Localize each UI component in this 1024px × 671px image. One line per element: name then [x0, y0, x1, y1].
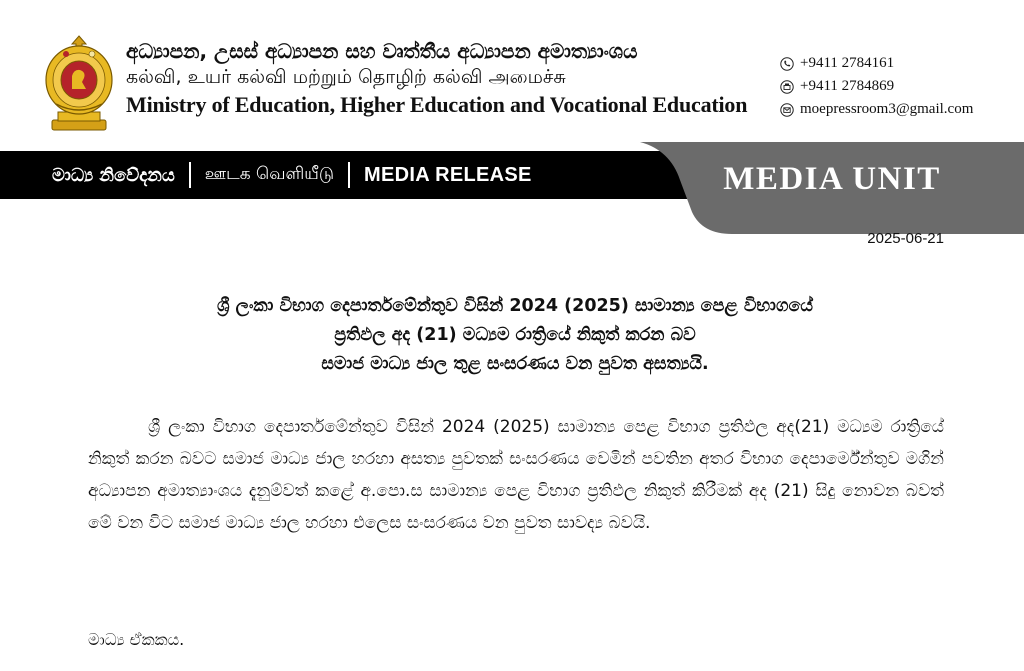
media-release-label-sinhala: මාධ්‍ය නිවේදනය — [52, 164, 175, 186]
media-release-label-tamil: ஊடக வெளியீடு — [204, 164, 335, 184]
ministry-title-tamil: கல்வி, உயர் கல்வி மற்றும் தொழிற் கல்வி அமைச்சு — [126, 66, 566, 88]
body-paragraph: ශ්‍රී ලංකා විභාග දෙපාර්තමේන්තුව විසින් 2024 (2025) සාමාන්‍ය පෙළ විභාග ප්‍රතිඵල අද(21) මධ්‍යම රාත්‍රියේ නිකුත් කරන බවට සමාජ මාධ්‍ය ජාල හරහා අසත්‍ය පුවතක් සංසරණය වෙමින් පවතින අතර විභාග දෙපාර්මේන්තුව මගින් අධ්‍යාපන අමාත්‍යාංශය දැනුම්වත් කළේ අ.පො.ස සාමාන්‍ය පෙළ විභාග ප්‍රතිඵල නිකුත් කිරීමක් අද (21) සිදු නොවන බවත් මේ වන විට සමාජ මාධ්‍ය ජාල හරහා එලෙස සංසරණය වන පුවත සාවද්‍ය බවයි. — [88, 417, 944, 533]
release-date: 2025-06-21 — [867, 230, 944, 247]
release-body — [88, 411, 944, 539]
media-release-label-english: MEDIA RELEASE — [364, 163, 532, 186]
ministry-title-english: Ministry of Education, Higher Education and Vocational Education — [126, 92, 748, 117]
headline — [100, 292, 930, 379]
email-row — [780, 98, 1020, 121]
media-release-labels — [52, 151, 532, 199]
government-emblem-icon — [42, 34, 116, 134]
ministry-title-sinhala: අධ්‍යාපන, උසස් අධ්‍යාපන සහ වෘත්තීය අධ්‍යාපන අමාත්‍යාංශය — [126, 39, 638, 63]
headline-line: ප්‍රතිඵල අද (21) මධ්‍යම රාත්‍රියේ නිකුත් කරන බව — [334, 325, 696, 345]
label-divider — [189, 162, 191, 188]
phone-icon — [780, 57, 794, 71]
contact-block — [780, 52, 1020, 121]
ministry-titles — [126, 38, 766, 120]
email-icon — [780, 103, 794, 117]
phone-number: +9411 2784161 — [800, 55, 895, 71]
headline-line: ශ්‍රී ලංකා විභාග දෙපාර්තමේන්තුව විසින් 2024 (2025) සාමාන්‍ය පෙළ විභාගයේ — [217, 296, 813, 316]
email-address[interactable]: moepressroom3@gmail.com — [800, 101, 974, 117]
fax-icon — [780, 80, 794, 94]
label-divider — [348, 162, 350, 188]
media-unit-title: MEDIA UNIT — [723, 160, 941, 197]
fax-number: +9411 2784869 — [800, 78, 895, 94]
headline-line: සමාජ මාධ්‍ය ජාල තුළ සංසරණය වන පුවත අසත්‍යයි. — [321, 354, 709, 374]
signature: මාධ්‍ය ඒකකය. — [88, 630, 185, 649]
fax-row — [780, 75, 1020, 98]
phone-row — [780, 52, 1020, 75]
